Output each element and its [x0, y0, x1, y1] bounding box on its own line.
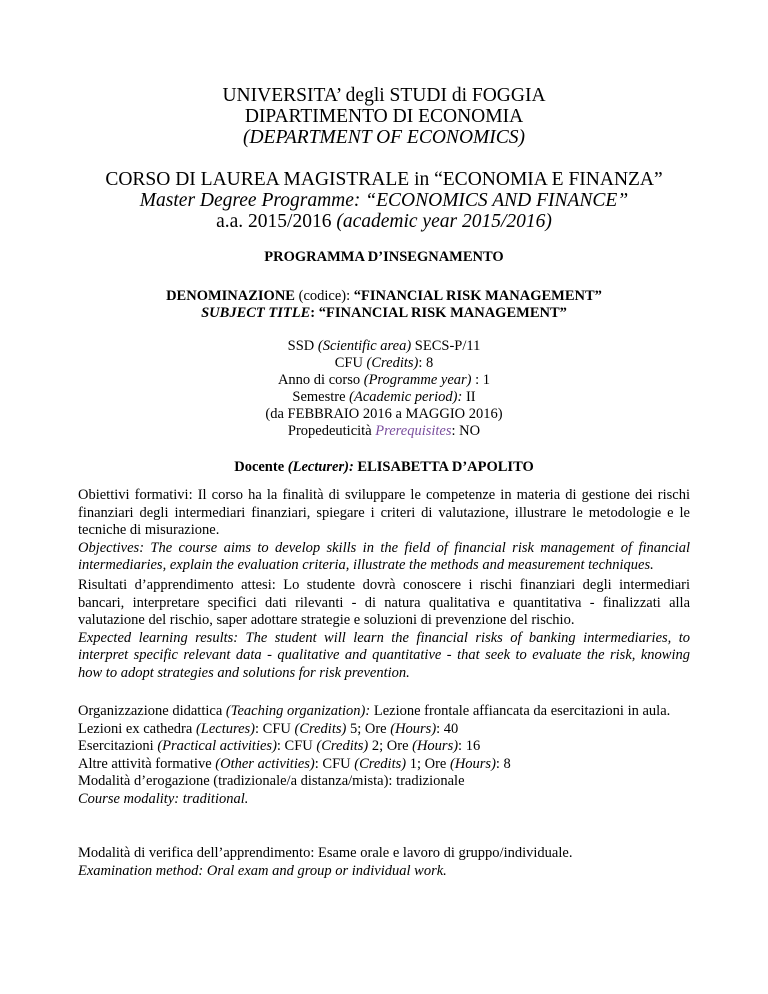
semester-label: Semestre	[292, 389, 350, 405]
academic-year	[0, 211, 768, 233]
exercises-label-en: (Practical activities)	[157, 738, 277, 755]
organization-text: Lezione frontale affiancata da esercitazioni in aula.	[370, 703, 671, 719]
exercises-credits-en: (Credits)	[316, 738, 369, 755]
denomination-label: DENOMINAZIONE	[166, 288, 295, 304]
lectures-hours-value: : 40	[436, 720, 459, 737]
exercises-cfu-value: 2; Ore	[368, 738, 413, 755]
verification-it: Modalità di verifica dell’apprendimento: Esame orale e lavoro di gruppo/individuale.	[78, 845, 573, 861]
other-activities-cfu-label: : CFU	[314, 755, 355, 772]
subject-title	[0, 305, 768, 322]
subject-title-label: SUBJECT TITLE	[201, 305, 311, 321]
prerequisites-value: : NO	[451, 423, 481, 439]
lecturer-line	[0, 459, 768, 476]
exercises-line	[78, 738, 690, 756]
anno-label-en: (Programme year)	[363, 372, 472, 388]
denomination-value: “FINANCIAL RISK MANAGEMENT”	[353, 288, 602, 304]
lecturer-label: Docente	[234, 459, 288, 475]
other-activities-line	[78, 756, 690, 774]
cfu-line	[0, 355, 768, 372]
ssd-label-en: (Scientific area)	[317, 338, 412, 354]
subject-title-sep: :	[310, 305, 319, 321]
prerequisites-line	[0, 423, 768, 440]
period-line: (da FEBBRAIO 2016 a MAGGIO 2016)	[265, 406, 503, 422]
objectives-section	[78, 487, 690, 575]
subject-title-value: “FINANCIAL RISK MANAGEMENT”	[318, 305, 567, 321]
verification-section	[78, 845, 690, 880]
course-name: CORSO DI LAUREA MAGISTRALE in “ECONOMIA E FINANZA”	[105, 169, 663, 190]
cfu-value: : 8	[418, 355, 434, 371]
other-activities-hours-en: (Hours)	[449, 755, 496, 772]
lectures-label: Lezioni ex cathedra	[78, 720, 196, 737]
other-activities-label: Altre attività formative	[78, 755, 216, 772]
semester-label-en: (Academic period):	[349, 389, 463, 405]
anno-value: : 1	[471, 372, 491, 388]
course-name-en: Master Degree Programme: “ECONOMICS AND FINANCE”	[139, 190, 629, 211]
semester-value: II	[462, 389, 476, 405]
exercises-cfu-label: : CFU	[276, 738, 317, 755]
other-activities-label-en: (Other activities)	[215, 755, 315, 772]
other-activities-cfu-value: 1; Ore	[406, 755, 450, 772]
subject-denomination	[0, 288, 768, 305]
ssd-label: SSD	[287, 338, 318, 354]
ssd-line	[0, 338, 768, 355]
cfu-label-en: (Credits)	[366, 355, 419, 371]
program-title: PROGRAMMA D’INSEGNAMENTO	[264, 249, 504, 265]
ssd-value: SECS-P/11	[411, 338, 481, 354]
department-name-en: (DEPARTMENT OF ECONOMICS)	[242, 127, 526, 148]
academic-year-it: a.a. 2015/2016	[216, 211, 337, 232]
university-name: UNIVERSITA’ degli STUDI di FOGGIA	[222, 85, 546, 106]
lectures-cfu-value: 5; Ore	[346, 720, 391, 737]
lecturer-label-en: (Lecturer):	[287, 459, 354, 475]
semester-line	[0, 389, 768, 406]
exercises-label: Esercitazioni	[78, 738, 158, 755]
department-name: DIPARTIMENTO DI ECONOMIA	[244, 106, 524, 127]
organization-intro	[78, 703, 690, 721]
prerequisites-label-en: Prerequisites	[375, 423, 452, 439]
lectures-label-en: (Lectures)	[195, 720, 256, 737]
anno-label: Anno di corso	[277, 372, 364, 388]
results-section	[78, 577, 690, 683]
organization-section	[78, 703, 690, 809]
lecturer-name: ELISABETTA D’APOLITO	[353, 459, 534, 475]
lectures-cfu-label: : CFU	[255, 720, 295, 737]
results-it: Risultati d’apprendimento attesi: Lo studente dovrà conoscere i rischi finanziari degli intermediari bancari, interpretare specifici dati rilevanti - di natura qualitativa e quantitativa - finalizzati alla valutazione del rischio, saper adottare strategie e soluzioni di prevenzione del rischio.	[78, 577, 690, 629]
organization-label: Organizzazione didattica	[78, 703, 226, 719]
other-activities-hours-value: : 8	[495, 755, 511, 772]
academic-year-en: (academic year 2015/2016)	[336, 211, 552, 232]
verification-en-text: : Oral exam and group or individual work.	[198, 862, 447, 879]
lectures-line	[78, 721, 690, 739]
verification-en	[78, 863, 690, 881]
denomination-code: (codice):	[294, 288, 354, 304]
modality-en: Course modality: traditional.	[78, 790, 249, 807]
results-en: Expected learning results: The student will learn the financial risks of banking intermediaries, to interpret specific relevant data - qualitative and quantitative - that seek to evaluate the risk, knowing how to adopt strategies and solutions for risk prevention.	[78, 629, 690, 681]
objectives-en: Objectives: The course aims to develop skills in the field of financial risk management of financial intermediaries, explain the evaluation criteria, illustrate the methods and measurement techniques.	[78, 539, 690, 574]
exercises-hours-value: : 16	[458, 738, 481, 755]
prerequisites-label: Propedeuticità	[287, 423, 376, 439]
objectives-it: Obiettivi formativi: Il corso ha la finalità di sviluppare le competenze in materia di gestione dei rischi finanziari degli intermediari finanziari, spiegare i criteri di valutazione, illustrare le metodologie e le tecniche di misurazione.	[78, 487, 690, 539]
modality-it: Modalità d’erogazione (tradizionale/a distanza/mista): tradizionale	[78, 773, 465, 790]
verification-en-label: Examination method	[78, 862, 199, 879]
programme-year-line	[0, 372, 768, 389]
organization-label-en: (Teaching organization):	[225, 703, 371, 719]
exercises-hours-en: (Hours)	[412, 738, 459, 755]
lectures-hours-en: (Hours)	[390, 720, 437, 737]
cfu-label: CFU	[334, 355, 367, 371]
lectures-credits-en: (Credits)	[294, 720, 347, 737]
other-activities-credits-en: (Credits)	[354, 755, 407, 772]
